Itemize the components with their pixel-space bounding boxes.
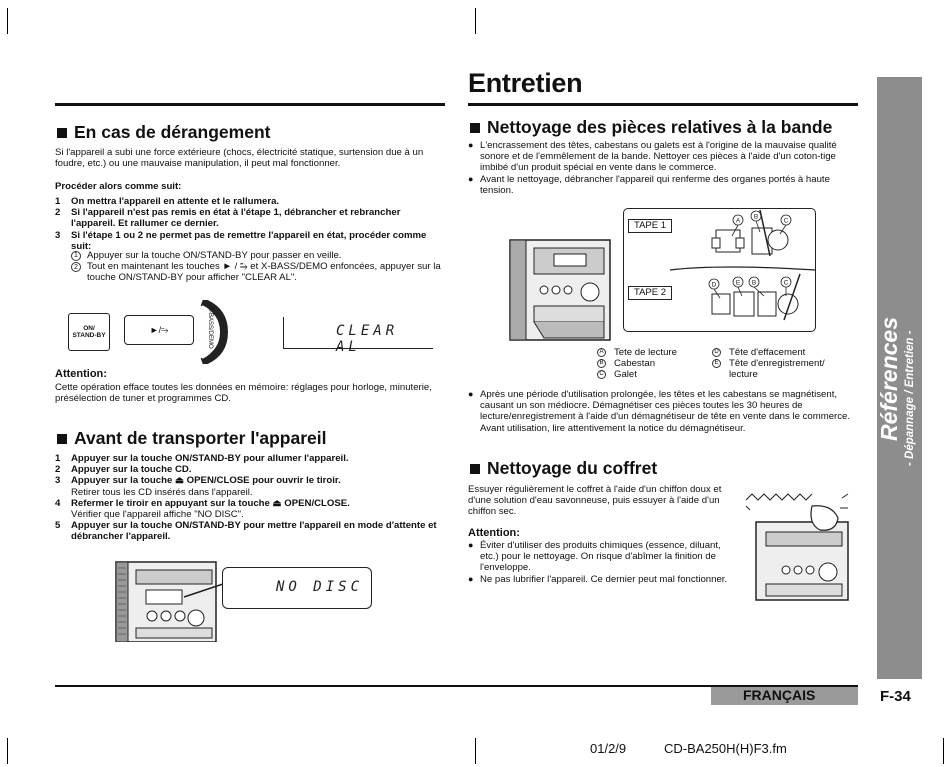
list-item: E Tête d'enregistrement/ lecture	[712, 358, 842, 380]
list-item: 2 Si l'appareil n'est pas remis en état à l'étape 1, débrancher et rebrancher l'appareil. Et rallumer ce dernier.	[55, 207, 401, 230]
list-item: 2 Appuyer sur la touche CD.	[55, 464, 192, 476]
list-item: 1 Appuyer sur la touche ON/STAND-BY pour allumer l'appareil.	[55, 453, 349, 464]
crop-mark	[943, 738, 944, 764]
list-item: 4 Refermer le tiroir en appuyant sur la touche ⏏ OPEN/CLOSE. Vérifier que l'appareil affiche "NO DISC".	[55, 497, 350, 521]
bullet-icon: ●	[468, 573, 474, 584]
attention-label-left: Attention:	[55, 368, 107, 380]
list-item: D Tête d'effacement	[712, 347, 842, 358]
procedure-label: Procéder alors comme suit:	[55, 181, 182, 192]
crop-mark	[7, 738, 8, 764]
list-item: 3 Si l'étape 1 ou 2 ne permet pas de remettre l'appareil en état, procéder comme suit:	[55, 229, 427, 252]
list-item: B Cabestan	[597, 358, 677, 369]
derangement-substeps	[71, 250, 447, 284]
language-label: FRANÇAIS	[743, 687, 816, 703]
crop-mark	[7, 8, 8, 34]
tape-heads-diagram	[660, 208, 816, 332]
svg-text:C: C	[783, 217, 789, 225]
xbass-demo-label: X-BASS/DEMO	[207, 307, 213, 349]
on-standby-button: ON/ STAND-BY	[68, 313, 110, 351]
list-item: ● Éviter d'utiliser des produits chimiques (essence, diluant, etc.) pour le nettoyage. On risque d'abîmer la finition de l'enveloppe.	[468, 540, 721, 574]
lcd-clear-al: CLEAR AL	[283, 317, 433, 349]
footer-date: 01/2/9	[590, 741, 627, 756]
right-top-rule	[468, 103, 858, 106]
list-item: A Tete de lecture	[597, 347, 677, 358]
lcd-no-disc: NO DISC	[276, 579, 364, 595]
tape1-label: TAPE 1	[628, 219, 672, 233]
bullet-icon: ●	[468, 540, 474, 550]
svg-text:C: C	[783, 279, 789, 287]
tape2-label: TAPE 2	[628, 286, 672, 300]
svg-text:B: B	[753, 213, 759, 221]
sidebar-title: Références	[876, 316, 902, 441]
bullet-square-icon	[470, 123, 480, 133]
section-heading-derangement: En cas de dérangement	[57, 122, 270, 143]
bullet-icon: ●	[468, 140, 474, 150]
bullet-square-icon	[57, 128, 67, 138]
bullet-icon: ●	[468, 389, 474, 399]
bullet-square-icon	[57, 434, 67, 444]
svg-text:A: A	[735, 217, 741, 225]
svg-text:B: B	[751, 279, 757, 287]
sidebar-subtitle: - Dépannage / Entretien -	[904, 330, 916, 466]
svg-text:D: D	[711, 281, 717, 289]
svg-text:E: E	[735, 279, 741, 287]
list-item: C Galet	[597, 369, 677, 380]
list-item: 3 Appuyer sur la touche ⏏ OPEN/CLOSE pour ouvrir le tiroir. Retirer tous les CD insérés dans l'appareil.	[55, 475, 341, 498]
left-top-rule	[55, 103, 445, 106]
cabinet-intro: Essuyer régulièrement le coffret à l'aide d'un chiffon doux et d'une solution d'eau savonneuse, puis essuyer à l'aide d'un chiffon sec.	[468, 484, 722, 518]
demagnetize-bullet	[468, 389, 860, 434]
crop-mark	[475, 738, 476, 764]
cabinet-wiping-illustration	[742, 488, 854, 602]
attention-label-right: Attention:	[468, 527, 520, 539]
page-number: F-34	[880, 688, 911, 705]
xbass-demo-button	[198, 300, 228, 364]
list-item: ● L'encrassement des têtes, cabestans ou galets est à l'origine de la mauvaise qualité sonore et de l'emmêlement de la bande. Nettoyer ces pièces à l'aide d'un coton-tige imbibé d'un produit spécial en vente dans le commerce.	[468, 140, 837, 174]
derangement-steps	[55, 196, 447, 252]
tape-deck-illustration	[504, 220, 624, 346]
transport-steps	[55, 453, 447, 543]
list-item: ● Après une période d'utilisation prolongée, les têtes et les cabestans se magnétisent, causant un son médiocre. Démagnétiser ces pièces toutes les 30 heures de lecture/enregistrement à l'aide d'un démagnétiseur de tête en vente dans le commerce. Avant utilisation, lire attentivement la notice du démagnétiseur.	[468, 389, 851, 434]
crop-mark	[475, 8, 476, 34]
section-heading-cabinet: Nettoyage du coffret	[470, 458, 657, 479]
section-heading-tape-cleaning: Nettoyage des pièces relatives à la bande	[470, 117, 832, 138]
list-item: 1 Appuyer sur la touche ON/STAND-BY pour passer en veille.	[71, 250, 447, 261]
bullet-icon: ●	[468, 173, 474, 184]
list-item: 1 On mettra l'appareil en attente et le rallumera.	[55, 196, 280, 207]
list-item: ● Ne pas lubrifier l'appareil. Ce dernier peut mal fonctionner.	[468, 573, 728, 585]
list-item: ● Avant le nettoyage, débrancher l'appareil qui renferme des organes portés à haute tension.	[468, 173, 830, 196]
derangement-intro: Si l'appareil a subi une force extérieure (chocs, électricité statique, surtension due à un foudre, etc.) ou une mauvaise manipulation, il peut mal fonctionner.	[55, 147, 424, 170]
section-heading-transport: Avant de transporter l'appareil	[57, 428, 326, 449]
play-button: ►/⥲	[124, 315, 194, 345]
bullet-square-icon	[470, 464, 480, 474]
list-item: 5 Appuyer sur la touche ON/STAND-BY pour mettre l'appareil en mode d'attente et débrancher l'appareil.	[55, 520, 437, 543]
tape-parts-legend-col1	[597, 347, 677, 381]
footer-filename: CD-BA250H(H)F3.fm	[664, 741, 787, 756]
tape-cleaning-bullets	[468, 140, 860, 196]
tape-parts-legend-col2	[712, 347, 842, 381]
list-item: 2 Tout en maintenant les touches ► / ⥲ et X-BASS/DEMO enfoncées, appuyer sur la touche ON/STAND-BY pour afficher "CLEAR AL".	[71, 261, 447, 283]
cabinet-bullets	[468, 540, 738, 585]
page-title: Entretien	[468, 68, 583, 98]
attention-text-left: Cette opération efface toutes les données en mémoire: réglages pour horloge, minuterie, présélection de tuner et programmes CD.	[55, 382, 432, 405]
